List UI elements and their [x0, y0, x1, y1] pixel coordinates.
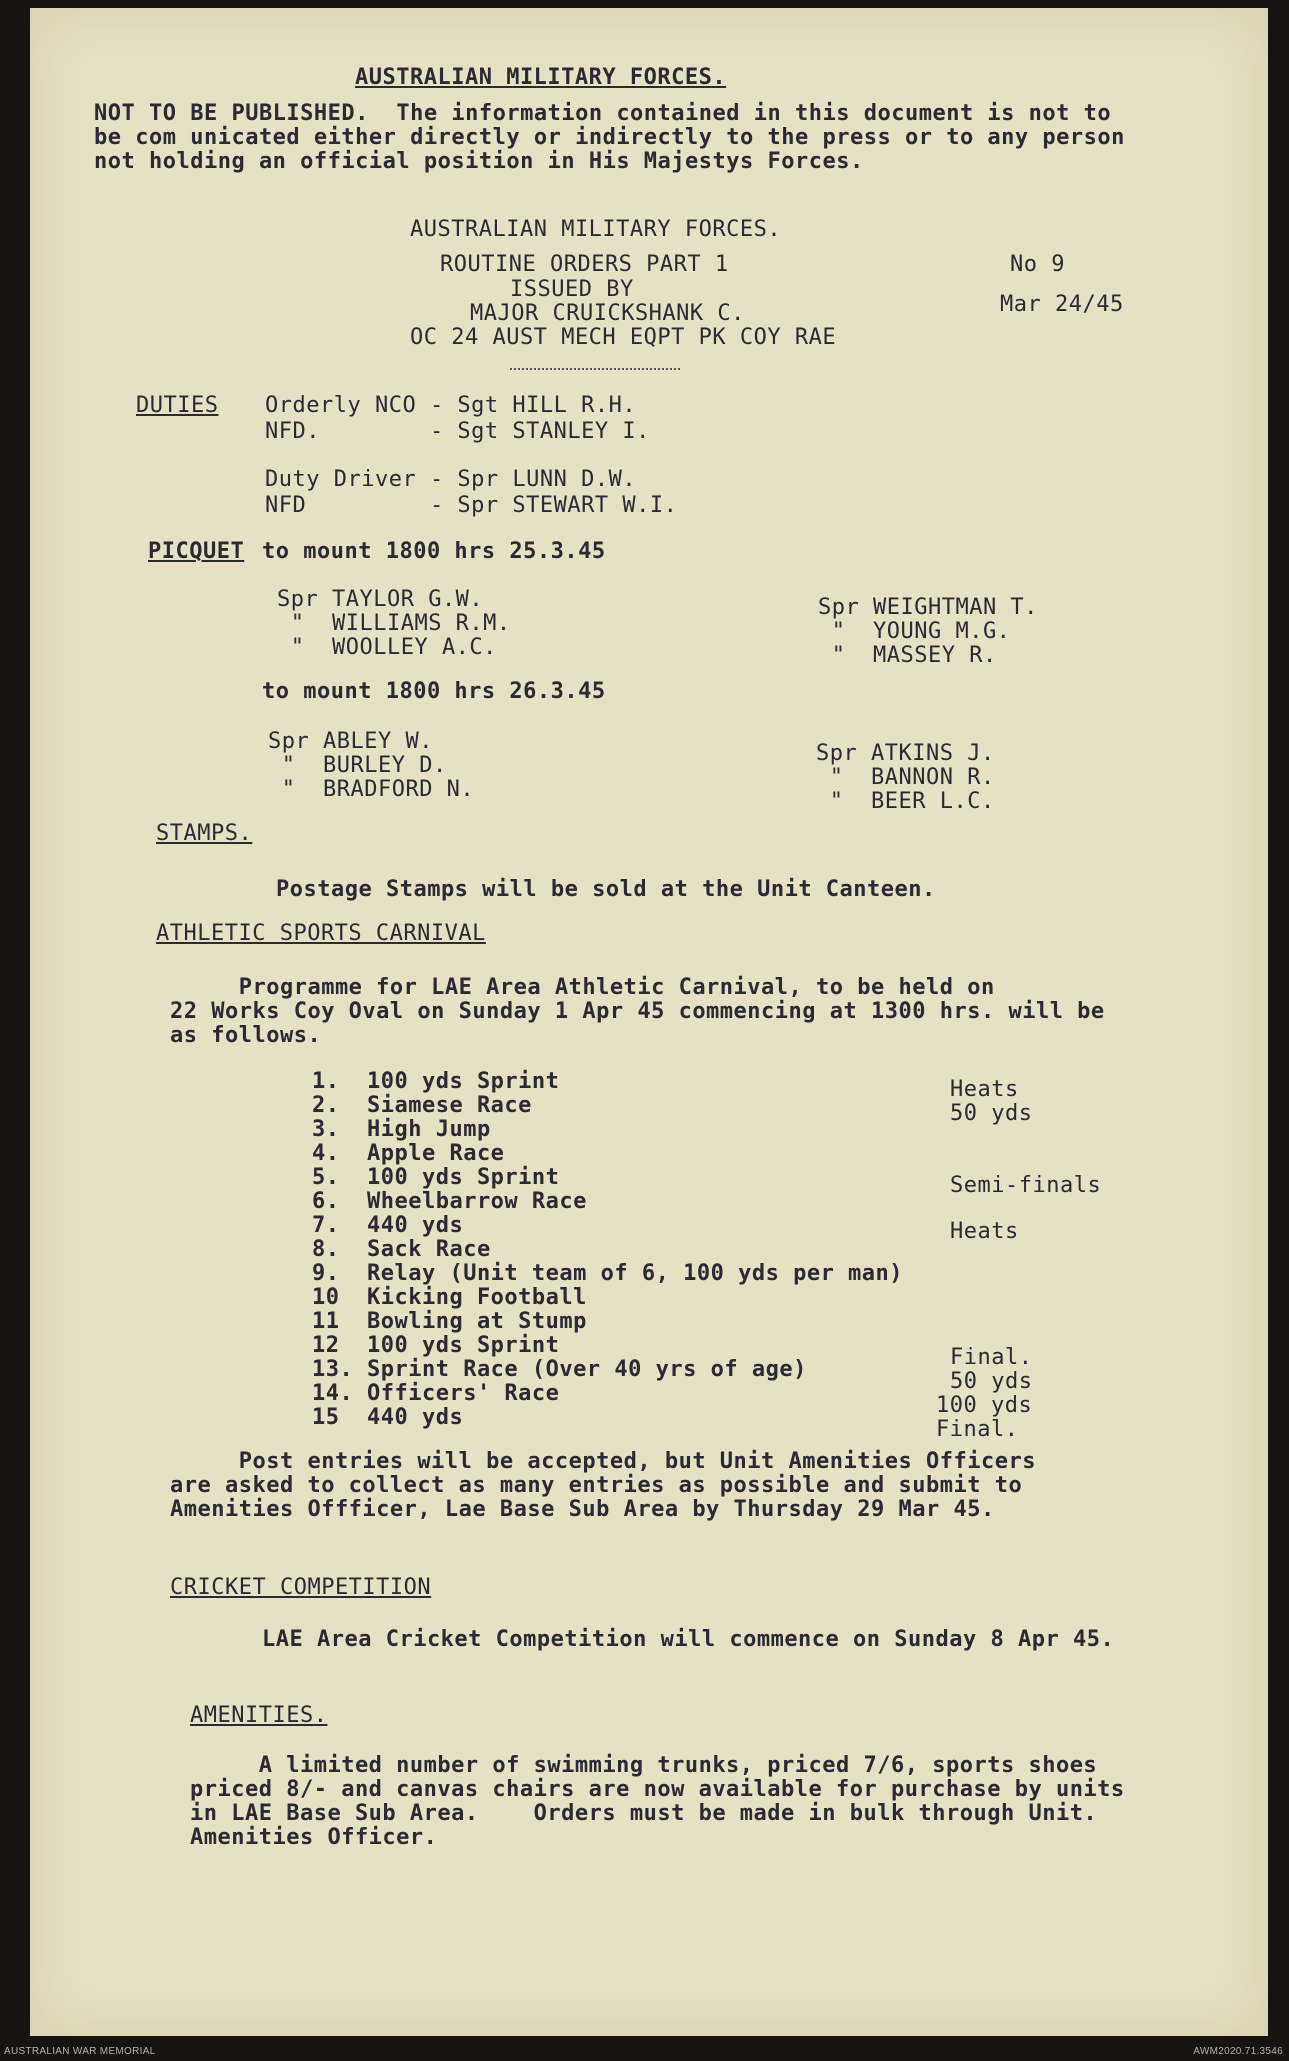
top-title: AUSTRALIAN MILITARY FORCES. — [355, 65, 727, 90]
picquet-heading: PICQUET — [148, 539, 245, 564]
title-2: AUSTRALIAN MILITARY FORCES. — [410, 217, 782, 242]
event-item: 5. 100 yds Sprint — [312, 1165, 560, 1190]
event-note: Semi-finals — [950, 1173, 1102, 1198]
event-note: Heats — [950, 1219, 1019, 1244]
picquet-mount-2: to mount 1800 hrs 26.3.45 — [262, 679, 606, 704]
event-note: 50 yds — [950, 1101, 1033, 1126]
duty-row: Orderly NCO - Sgt HILL R.H. — [265, 393, 637, 418]
event-item: 12 100 yds Sprint — [312, 1333, 560, 1358]
notice-line-3: not holding an official position in His Majestys Forces. — [94, 149, 864, 174]
event-item: 1. 100 yds Sprint — [312, 1069, 560, 1094]
amenities-line-3: in LAE Base Sub Area. Orders must be made in bulk through Unit. — [190, 1801, 1098, 1826]
footer-right: AWM2020.71.3546 — [1193, 2046, 1283, 2057]
oc-line: OC 24 AUST MECH EQPT PK COY RAE — [410, 325, 837, 350]
event-item: 14. Officers' Race — [312, 1381, 560, 1406]
athletic-closing-1: Post entries will be accepted, but Unit Amenities Officers — [170, 1449, 1036, 1474]
footer-left: AUSTRALIAN WAR MEMORIAL — [4, 2046, 156, 2057]
picquet-name: " BANNON R. — [816, 765, 995, 790]
event-note: 50 yds — [950, 1369, 1033, 1394]
duties-heading: DUTIES — [136, 393, 219, 418]
picquet-name: Spr WEIGHTMAN T. — [818, 595, 1038, 620]
event-item: 11 Bowling at Stump — [312, 1309, 587, 1334]
athletic-closing-2: are asked to collect as many entries as possible and submit to — [170, 1473, 1023, 1498]
event-item: 8. Sack Race — [312, 1237, 491, 1262]
cricket-heading: CRICKET COMPETITION — [170, 1575, 432, 1600]
order-date: Mar 24/45 — [1000, 292, 1124, 317]
event-item: 9. Relay (Unit team of 6, 100 yds per man) — [312, 1261, 904, 1286]
event-item: 7. 440 yds — [312, 1213, 464, 1238]
event-item: 2. Siamese Race — [312, 1093, 532, 1118]
athletic-heading: ATHLETIC SPORTS CARNIVAL — [156, 921, 486, 946]
notice-line-1: NOT TO BE PUBLISHED. The information contained in this document is not to — [94, 101, 1112, 126]
picquet-name: " YOUNG M.G. — [818, 619, 1011, 644]
picquet-name: " WOOLLEY A.C. — [277, 635, 497, 660]
athletic-intro-1: Programme for LAE Area Athletic Carnival, to be held on — [170, 975, 995, 1000]
event-note: 100 yds — [936, 1393, 1033, 1418]
event-item: 6. Wheelbarrow Race — [312, 1189, 587, 1214]
cricket-text: LAE Area Cricket Competition will commence on Sunday 8 Apr 45. — [262, 1627, 1115, 1652]
amenities-line-4: Amenities Officer. — [190, 1825, 438, 1850]
picquet-name: " MASSEY R. — [818, 643, 997, 668]
event-item: 4. Apple Race — [312, 1141, 505, 1166]
issued-by: ISSUED BY — [510, 277, 634, 302]
duty-row: NFD - Spr STEWART W.I. — [265, 493, 678, 518]
order-number: No 9 — [1010, 252, 1065, 277]
picquet-name: Spr TAYLOR G.W. — [277, 587, 484, 612]
notice-line-2: be com unicated either directly or indirectly to the press or to any person — [94, 125, 1125, 150]
routine-orders: ROUTINE ORDERS PART 1 — [440, 252, 729, 277]
event-item: 10 Kicking Football — [312, 1285, 587, 1310]
picquet-name: Spr ATKINS J. — [816, 741, 995, 766]
event-item: 3. High Jump — [312, 1117, 491, 1142]
divider — [510, 368, 680, 370]
picquet-name: " BURLEY D. — [268, 753, 447, 778]
picquet-mount-1: to mount 1800 hrs 25.3.45 — [262, 539, 606, 564]
event-note: Final. — [950, 1345, 1033, 1370]
duty-row: NFD. - Sgt STANLEY I. — [265, 419, 650, 444]
event-item: 13. Sprint Race (Over 40 yrs of age) — [312, 1357, 807, 1382]
athletic-intro-3: as follows. — [170, 1023, 322, 1048]
picquet-name: " WILLIAMS R.M. — [277, 611, 511, 636]
athletic-closing-3: Amenities Offficer, Lae Base Sub Area by Thursday 29 Mar 45. — [170, 1497, 995, 1522]
event-item: 15 440 yds — [312, 1405, 464, 1430]
picquet-name: " BEER L.C. — [816, 789, 995, 814]
athletic-intro-2: 22 Works Coy Oval on Sunday 1 Apr 45 commencing at 1300 hrs. will be — [170, 999, 1105, 1024]
duty-row: Duty Driver - Spr LUNN D.W. — [265, 467, 637, 492]
stamps-text: Postage Stamps will be sold at the Unit Canteen. — [276, 877, 936, 902]
document-page — [30, 8, 1268, 2036]
picquet-name: Spr ABLEY W. — [268, 729, 433, 754]
amenities-heading: AMENITIES. — [190, 1703, 328, 1728]
event-note: Heats — [950, 1077, 1019, 1102]
amenities-line-2: priced 8/- and canvas chairs are now available for purchase by units — [190, 1777, 1125, 1802]
event-note: Final. — [936, 1417, 1019, 1442]
amenities-line-1: A limited number of swimming trunks, priced 7/6, sports shoes — [190, 1753, 1098, 1778]
stamps-heading: STAMPS. — [156, 821, 253, 846]
picquet-name: " BRADFORD N. — [268, 777, 475, 802]
major-name: MAJOR CRUICKSHANK C. — [470, 301, 745, 326]
